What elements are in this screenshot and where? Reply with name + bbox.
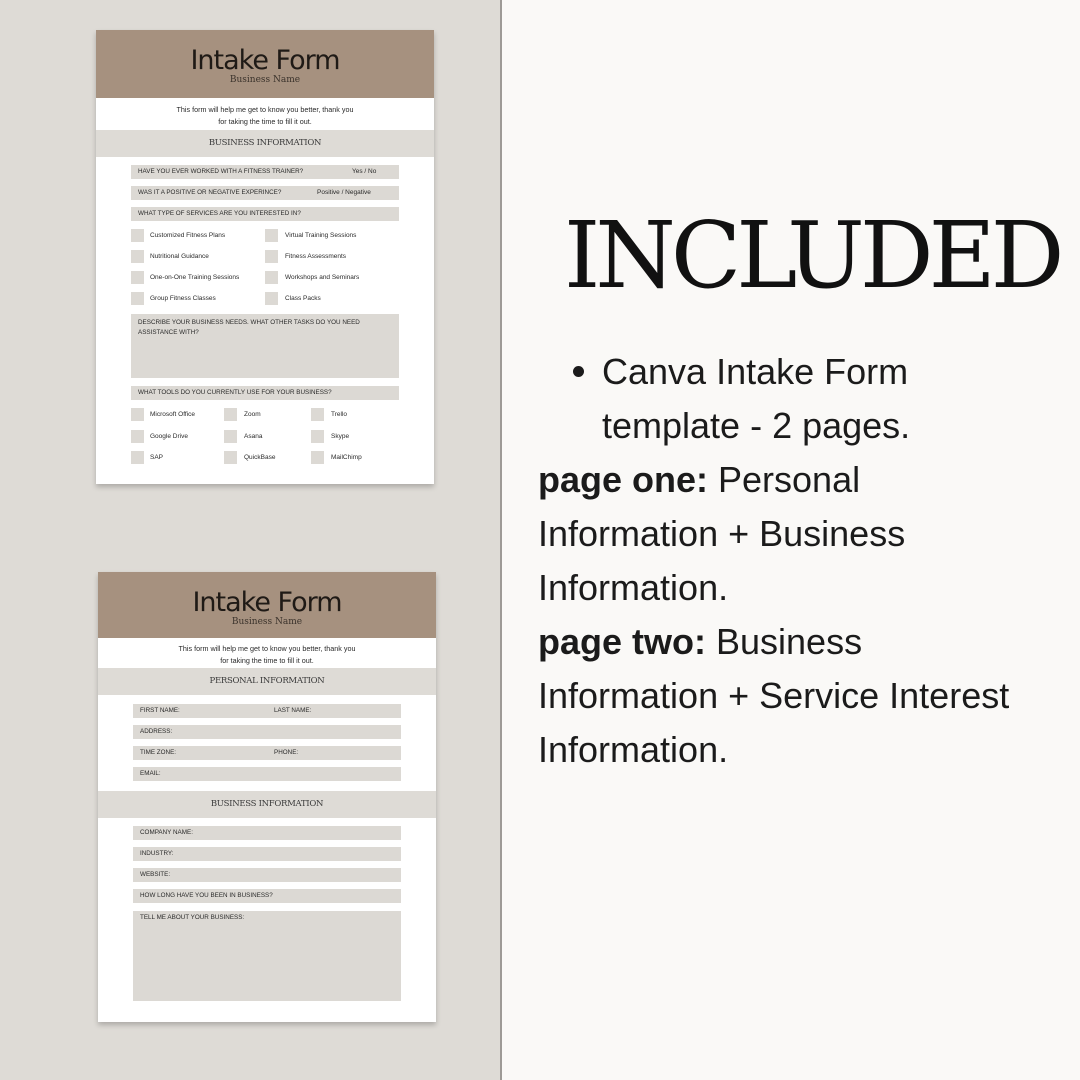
email-field[interactable] xyxy=(133,767,401,781)
intro-line-2: for taking the time to fill it out. xyxy=(218,117,312,126)
service-label: Customized Fitness Plans xyxy=(150,232,226,239)
company-name-label: COMPANY NAME: xyxy=(140,829,193,836)
service-checkbox[interactable] xyxy=(265,271,278,284)
company-name-field[interactable] xyxy=(133,826,401,840)
business-needs-textarea[interactable]: DESCRIBE YOUR BUSINESS NEEDS. WHAT OTHER TASKS DO YOU NEED ASSISTANCE WITH? xyxy=(131,314,399,378)
tool-label: Zoom xyxy=(244,411,261,418)
service-checkbox[interactable] xyxy=(131,229,144,242)
tool-checkbox[interactable] xyxy=(224,430,237,443)
page-one-text-a: Personal xyxy=(708,459,861,500)
tool-checkbox[interactable] xyxy=(224,408,237,421)
website-field[interactable] xyxy=(133,868,401,882)
website-label: WEBSITE: xyxy=(140,871,171,878)
question-answer-options: Yes / No xyxy=(352,168,377,175)
page-two-text-b: Information + Service Interest xyxy=(538,675,1010,716)
first-name-label: FIRST NAME: xyxy=(140,707,180,714)
years-in-business-field[interactable] xyxy=(133,889,401,903)
tool-checkbox[interactable] xyxy=(311,430,324,443)
tool-checkbox[interactable] xyxy=(224,451,237,464)
question-fitness-trainer xyxy=(131,165,399,179)
service-checkbox[interactable] xyxy=(265,250,278,263)
service-label: Group Fitness Classes xyxy=(150,295,216,302)
phone-label: PHONE: xyxy=(274,749,299,756)
service-label: Workshops and Seminars xyxy=(285,274,360,281)
bullet-item-canva-template xyxy=(538,345,1068,453)
form-title: Intake Form xyxy=(192,587,342,618)
intro-line-2: for taking the time to fill it out. xyxy=(220,656,314,665)
service-checkbox[interactable] xyxy=(131,271,144,284)
bullet-line-2: template - 2 pages. xyxy=(602,405,911,446)
question-label: WAS IT A POSITIVE OR NEGATIVE EXPERINCE? xyxy=(138,189,282,196)
section-header-business: BUSINESS INFORMATION xyxy=(98,791,436,818)
page-one-label: page one: xyxy=(538,459,709,500)
form-intro-text xyxy=(96,104,434,128)
service-label: Nutritional Guidance xyxy=(150,253,209,260)
included-description xyxy=(538,345,1068,777)
industry-field[interactable] xyxy=(133,847,401,861)
form-intro-text xyxy=(98,643,436,667)
question-answer-options: Positive / Negative xyxy=(317,189,371,196)
tool-checkbox[interactable] xyxy=(131,408,144,421)
question-services-interest xyxy=(131,207,399,221)
section-header-business: BUSINESS INFORMATION xyxy=(96,130,434,157)
tool-checkbox[interactable] xyxy=(131,451,144,464)
name-field-row[interactable] xyxy=(133,704,401,718)
service-checkbox[interactable] xyxy=(265,229,278,242)
email-label: EMAIL: xyxy=(140,770,161,777)
intro-line-1: This form will help me get to know you better, thank you xyxy=(178,644,356,653)
tool-label: QuickBase xyxy=(244,454,276,461)
service-label: Virtual Training Sessions xyxy=(285,232,357,239)
bullet-line-1: Canva Intake Form xyxy=(602,351,909,392)
time-zone-label: TIME ZONE: xyxy=(140,749,177,756)
about-business-textarea[interactable]: TELL ME ABOUT YOUR BUSINESS: xyxy=(133,911,401,1001)
form-page-one-preview xyxy=(96,30,434,484)
page-two-text-a: Business xyxy=(706,621,863,662)
years-in-business-label: HOW LONG HAVE YOU BEEN IN BUSINESS? xyxy=(140,892,273,899)
form-header-banner xyxy=(98,572,436,638)
page-one-text-b: Information + Business xyxy=(538,513,906,554)
tool-label: SAP xyxy=(150,454,164,461)
tool-label: Microsoft Office xyxy=(150,411,196,418)
page-one-text-c: Information. xyxy=(538,567,729,608)
service-label: One-on-One Training Sessions xyxy=(150,274,240,281)
tool-checkbox[interactable] xyxy=(311,451,324,464)
address-field[interactable] xyxy=(133,725,401,739)
form-header-banner xyxy=(96,30,434,98)
timezone-phone-row[interactable] xyxy=(133,746,401,760)
tool-label: Skype xyxy=(331,433,350,440)
page-two-label: page two: xyxy=(538,621,706,662)
page-two-text-c: Information. xyxy=(538,729,729,770)
tool-label: Google Drive xyxy=(150,433,188,440)
included-heading: INCLUDED xyxy=(564,202,1060,309)
tool-checkbox[interactable] xyxy=(131,430,144,443)
question-label: WHAT TOOLS DO YOU CURRENTLY USE FOR YOUR BUSINESS? xyxy=(138,389,332,396)
tool-label: MailChimp xyxy=(331,454,362,461)
page-one-description xyxy=(538,453,1068,615)
address-label: ADDRESS: xyxy=(140,728,173,735)
tool-label: Asana xyxy=(244,433,263,440)
section-header-personal: PERSONAL INFORMATION xyxy=(98,668,436,695)
question-tools xyxy=(131,386,399,400)
page-two-description xyxy=(538,615,1068,777)
last-name-label: LAST NAME: xyxy=(274,707,312,714)
question-label: WHAT TYPE OF SERVICES ARE YOU INTERESTED IN? xyxy=(138,210,301,217)
question-label: HAVE YOU EVER WORKED WITH A FITNESS TRAINER? xyxy=(138,168,304,175)
service-checkbox[interactable] xyxy=(131,292,144,305)
panel-divider xyxy=(500,0,502,1080)
service-checkbox[interactable] xyxy=(131,250,144,263)
industry-label: INDUSTRY: xyxy=(140,850,174,857)
business-name-subtitle: Business Name xyxy=(231,617,303,627)
tool-label: Trello xyxy=(331,411,348,418)
service-label: Class Packs xyxy=(285,295,321,302)
service-checkbox[interactable] xyxy=(265,292,278,305)
question-experience xyxy=(131,186,399,200)
intro-line-1: This form will help me get to know you better, thank you xyxy=(176,105,354,114)
form-title: Intake Form xyxy=(190,45,340,76)
service-label: Fitness Assessments xyxy=(285,253,347,260)
form-page-two-preview xyxy=(98,572,436,1022)
bullet-dot-icon xyxy=(573,366,584,377)
business-name-subtitle: Business Name xyxy=(229,75,301,85)
tool-checkbox[interactable] xyxy=(311,408,324,421)
